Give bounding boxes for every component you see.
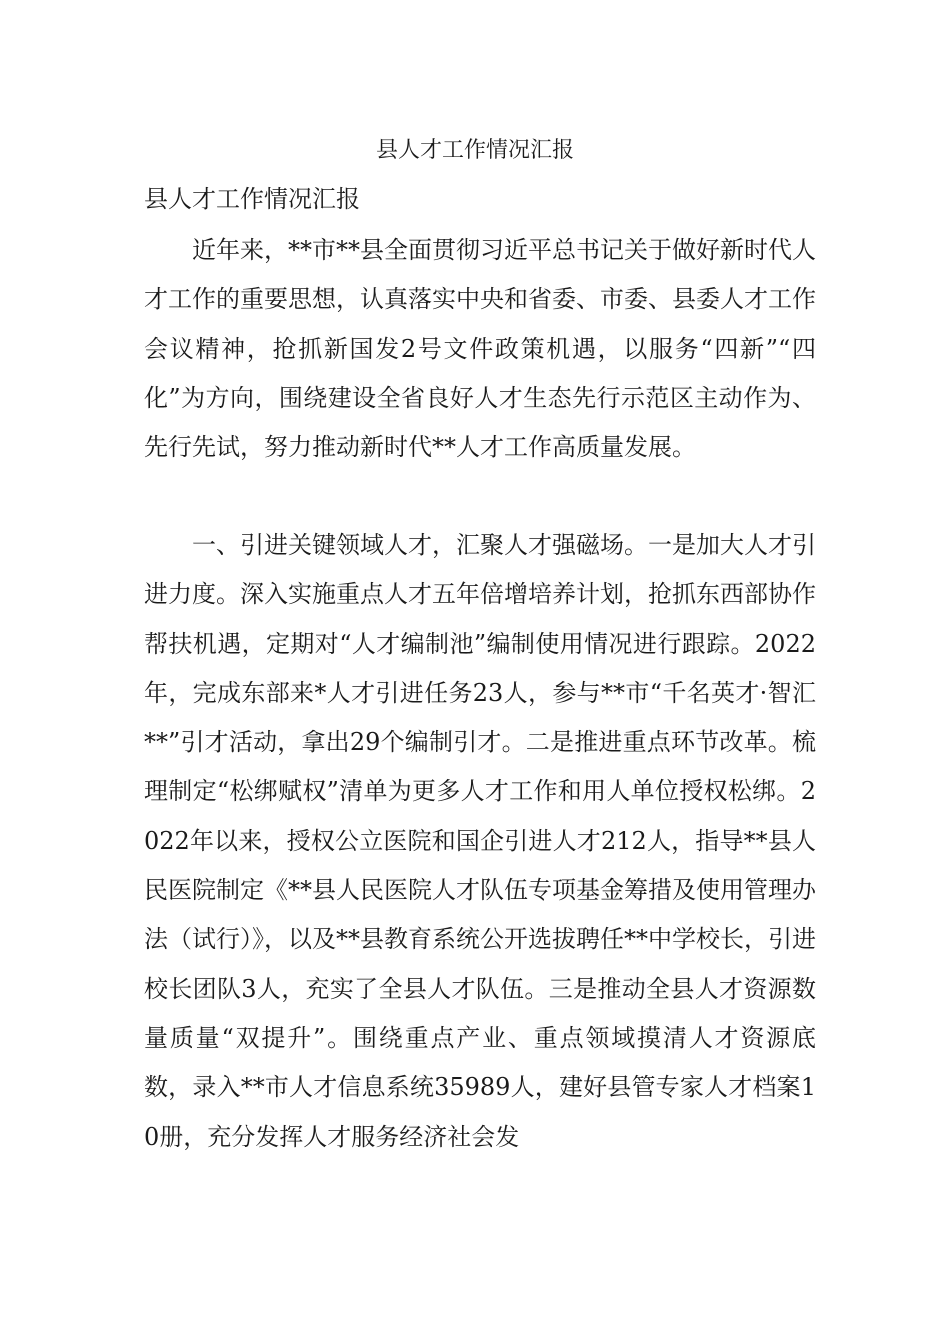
document-subtitle: 县人才工作情况汇报 [144,185,360,213]
document-title: 县人才工作情况汇报 [375,138,574,163]
paragraph-section-1: 一、引进关键领域人才，汇聚人才强磁场。一是加大人才引进力度。深入实施重点人才五年倍增培养计划，抢抓东西部协作帮扶机遇，定期对“人才编制池”编制使用情况进行跟踪。2022年，完成东部来*人才引进任务23人，参与**市“千名英才·智汇**”引才活动，拿出29个编制引才。二是推进重点环节改革。梳理制定“松绑赋权”清单为更多人才工作和用人单位授权松绑。2022年以来，授权公立医院和国企引进人才212人，指导**县人民医院制定《**县人民医院人才队伍专项基金筹措及使用管理办法（试行）》，以及**县教育系统公开选拔聘任**中学校长，引进校长团队3人，充实了全县人才队伍。三是推动全县人才资源数量质量“双提升”。围绕重点产业、重点领域摸清人才资源底数，录入**市人才信息系统35989人，建好县管专家人才档案10册，充分发挥人才服务经济社会发 [144,531,816,1151]
paragraph-intro: 近年来，**市**县全面贯彻习近平总书记关于做好新时代人才工作的重要思想，认真落实中央和省委、市委、县委人才工作会议精神，抢抓新国发2号文件政策机遇，以服务“四新”“四化”为方向，围绕建设全省良好人才生态先行示范区主动作为、先行先试，努力推动新时代**人才工作高质量发展。 [144,236,816,462]
